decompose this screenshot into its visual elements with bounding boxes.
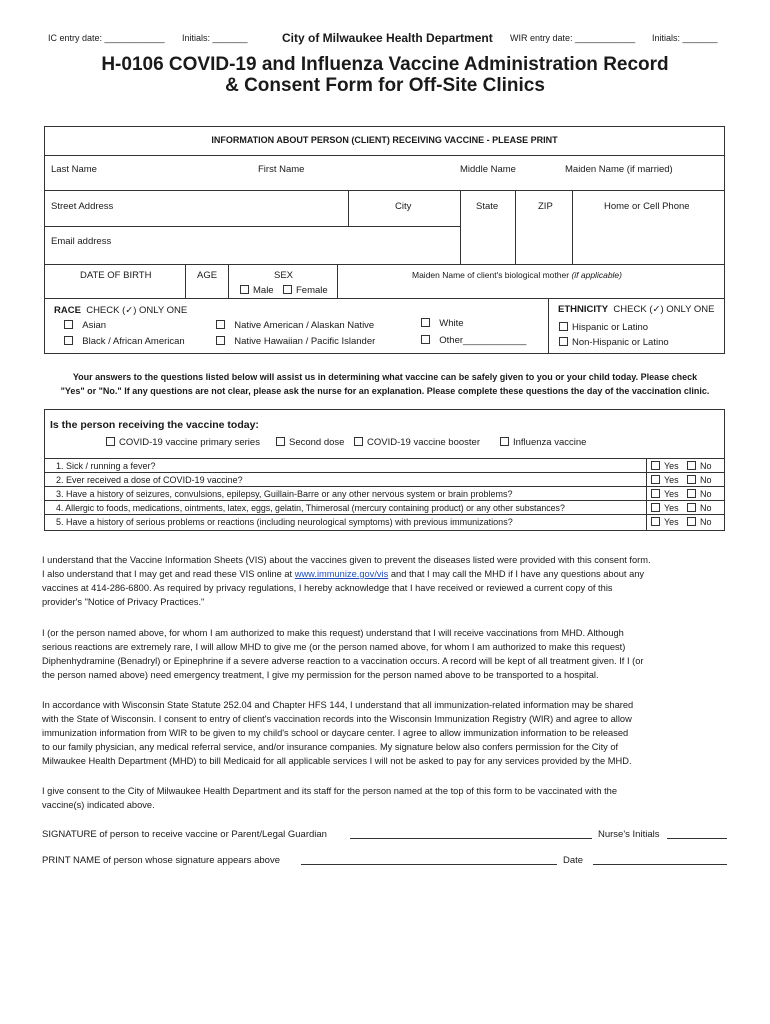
wir-initials: Initials: _______: [652, 33, 718, 43]
form-title-line2: & Consent Form for Off-Site Clinics: [225, 75, 545, 96]
first-name-label[interactable]: First Name: [258, 164, 305, 175]
client-info-heading: INFORMATION ABOUT PERSON (CLIENT) RECEIVING VACCINE - PLEASE PRINT: [211, 135, 558, 145]
email-label[interactable]: Email address: [51, 236, 112, 247]
consent-paragraph-wir: In accordance with Wisconsin State Statute 252.04 and Chapter HFS 144, I understand that all immunization-related information may be shared with the State of Wisconsin. I consent to entry of client's vaccination records into the Wisconsin Immunization Registry (WIR) and agree to allow immunization information from WIR to be given to my child's school or daycare center. I agree to allow immunization information to be released to our family physician, any medical referral service, and/or insurance companies. My signature below also confers permission for the City of Milwaukee Health Department (MHD) to bill Medicaid for all applicable services I will not be asked to pay for any services provided by the MHD.: [42, 700, 634, 766]
nurse-initials-label: Nurse's Initials: [598, 829, 660, 840]
date-label: Date: [563, 855, 584, 866]
vaccine-option-influenza[interactable]: Influenza vaccine: [500, 437, 586, 448]
q2-yes[interactable]: Yes: [651, 475, 679, 485]
city-label[interactable]: City: [395, 201, 412, 212]
checkbox-icon: [651, 489, 660, 498]
instructions-line1: Your answers to the questions listed below will assist us in determining what vaccine can be safely given to you or your child today. Please check: [72, 372, 698, 382]
department-name: City of Milwaukee Health Department: [282, 31, 493, 45]
q5-no[interactable]: No: [687, 517, 712, 527]
race-native-american[interactable]: Native American / Alaskan Native: [216, 320, 374, 331]
q4-yes[interactable]: Yes: [651, 503, 679, 513]
vis-link[interactable]: www.immunize.gov/vis: [294, 569, 389, 579]
screening-question-4: 4. Allergic to foods, medications, ointments, latex, eggs, gelatin, Thimerosal (mercury containing product) or any other substances?: [56, 503, 565, 513]
screening-question-3: 3. Have a history of seizures, convulsions, epilepsy, Guillain-Barre or any other nervous system or brain problems?: [56, 489, 513, 499]
screening-question-5: 5. Have a history of serious problems or reactions (including neurological symptoms) with previous immunizations?: [56, 517, 513, 527]
ic-entry-date: IC entry date: ____________: [48, 33, 165, 43]
phone-label[interactable]: Home or Cell Phone: [604, 201, 690, 212]
screening-question-1: 1. Sick / running a fever?: [56, 461, 156, 471]
signature-line[interactable]: [350, 838, 592, 839]
vaccine-question: Is the person receiving the vaccine today:: [50, 419, 259, 431]
consent-paragraph-treatment: I (or the person named above, for whom I am authorized to make this request) understand that I will receive vaccinations from MHD. Although serious reactions are extremely rare, I will allow MHD to give me (or the person named above, for whom I am authorized to make this request) Diphenhydramine (Benadryl) or Epinephrine if a severe adverse reaction to a vaccination occurs. A record will be kept of all treatment given. If I (or the person named above) need emergency treatment, I give my permission for the person named above to be transported to a hospital.: [42, 628, 644, 680]
checkbox-icon: [500, 437, 509, 446]
q1-no[interactable]: No: [687, 461, 712, 471]
maiden-name-label[interactable]: Maiden Name (if married): [565, 164, 673, 175]
mother-maiden-label[interactable]: Maiden Name of client's biological mother (if applicable): [412, 270, 622, 280]
vaccine-option-second-dose[interactable]: Second dose: [276, 437, 344, 448]
q3-no[interactable]: No: [687, 489, 712, 499]
checkbox-icon: [651, 517, 660, 526]
race-heading: RACE CHECK (✓) ONLY ONE: [54, 305, 188, 316]
dob-label[interactable]: DATE OF BIRTH: [80, 270, 152, 281]
checkbox-icon: [651, 475, 660, 484]
zip-label[interactable]: ZIP: [538, 201, 553, 212]
q3-yes[interactable]: Yes: [651, 489, 679, 499]
last-name-label[interactable]: Last Name: [51, 164, 97, 175]
checkbox-icon: [421, 335, 430, 344]
date-line[interactable]: [593, 864, 727, 865]
checkbox-icon: [283, 285, 292, 294]
checkbox-icon: [64, 336, 73, 345]
sex-label: SEX: [274, 270, 294, 281]
checkbox-icon: [354, 437, 363, 446]
form-title-line1: H-0106 COVID-19 and Influenza Vaccine Administration Record: [101, 54, 669, 75]
q1-yes[interactable]: Yes: [651, 461, 679, 471]
street-address-label[interactable]: Street Address: [51, 201, 114, 212]
checkbox-icon: [687, 475, 696, 484]
instructions-line2: "Yes" or "No." If any questions are not clear, please ask the nurse for an explanation. Please complete these questions the day of the vaccination clinic.: [60, 386, 710, 396]
checkbox-icon: [559, 337, 568, 346]
client-info-box: [44, 126, 725, 354]
checkbox-icon: [216, 320, 225, 329]
checkbox-icon: [276, 437, 285, 446]
ethnicity-hispanic[interactable]: Hispanic or Latino: [559, 322, 648, 333]
checkbox-icon: [106, 437, 115, 446]
vaccine-option-booster[interactable]: COVID-19 vaccine booster: [354, 437, 480, 448]
race-black[interactable]: Black / African American: [64, 336, 185, 347]
race-white[interactable]: White: [421, 318, 464, 329]
q2-no[interactable]: No: [687, 475, 712, 485]
ethnicity-heading: ETHNICITY CHECK (✓) ONLY ONE: [558, 304, 715, 315]
sex-male-option[interactable]: Male: [240, 285, 274, 296]
checkbox-icon: [559, 322, 568, 331]
q4-no[interactable]: No: [687, 503, 712, 513]
consent-paragraph-vaccinate: I give consent to the City of Milwaukee Health Department and its staff for the person named at the top of this form to be vaccinated with the vaccine(s) indicated above.: [42, 786, 617, 810]
nurse-initials-line[interactable]: [667, 838, 727, 839]
checkbox-icon: [651, 503, 660, 512]
middle-name-label[interactable]: Middle Name: [460, 164, 516, 175]
checkbox-icon: [651, 461, 660, 470]
screening-question-2: 2. Ever received a dose of COVID-19 vaccine?: [56, 475, 243, 485]
age-label[interactable]: AGE: [197, 270, 218, 281]
checkbox-icon: [687, 489, 696, 498]
vaccine-option-primary[interactable]: COVID-19 vaccine primary series: [106, 437, 260, 448]
checkbox-icon: [687, 503, 696, 512]
wir-entry-date: WIR entry date: ____________: [510, 33, 636, 43]
signature-label: SIGNATURE of person to receive vaccine or Parent/Legal Guardian: [42, 829, 327, 840]
q5-yes[interactable]: Yes: [651, 517, 679, 527]
ethnicity-non-hispanic[interactable]: Non-Hispanic or Latino: [559, 337, 669, 348]
race-native-hawaiian[interactable]: Native Hawaiian / Pacific Islander: [216, 336, 375, 347]
checkbox-icon: [240, 285, 249, 294]
checkbox-icon: [64, 320, 73, 329]
checkbox-icon: [421, 318, 430, 327]
checkbox-icon: [687, 461, 696, 470]
consent-paragraph-vis: I understand that the Vaccine Information Sheets (VIS) about the vaccines given to prevent the diseases listed were provided with this consent form. I also understand that I may get and read these VIS online at www.immunize.gov/vis and that I may call the MHD if I have any questions about any vaccines at 414-286-6800. As required by privacy regulations, I hereby acknowledge that I have received or reviewed a current copy of this provider's "Notice of Privacy Practices.": [42, 555, 651, 607]
sex-female-option[interactable]: Female: [283, 285, 328, 296]
ic-initials: Initials: _______: [182, 33, 248, 43]
checkbox-icon: [687, 517, 696, 526]
race-asian[interactable]: Asian: [64, 320, 106, 331]
print-name-line[interactable]: [301, 864, 557, 865]
state-label[interactable]: State: [476, 201, 499, 212]
race-other[interactable]: Other____________: [421, 335, 526, 346]
print-name-label: PRINT NAME of person whose signature appears above: [42, 855, 280, 866]
checkbox-icon: [216, 336, 225, 345]
